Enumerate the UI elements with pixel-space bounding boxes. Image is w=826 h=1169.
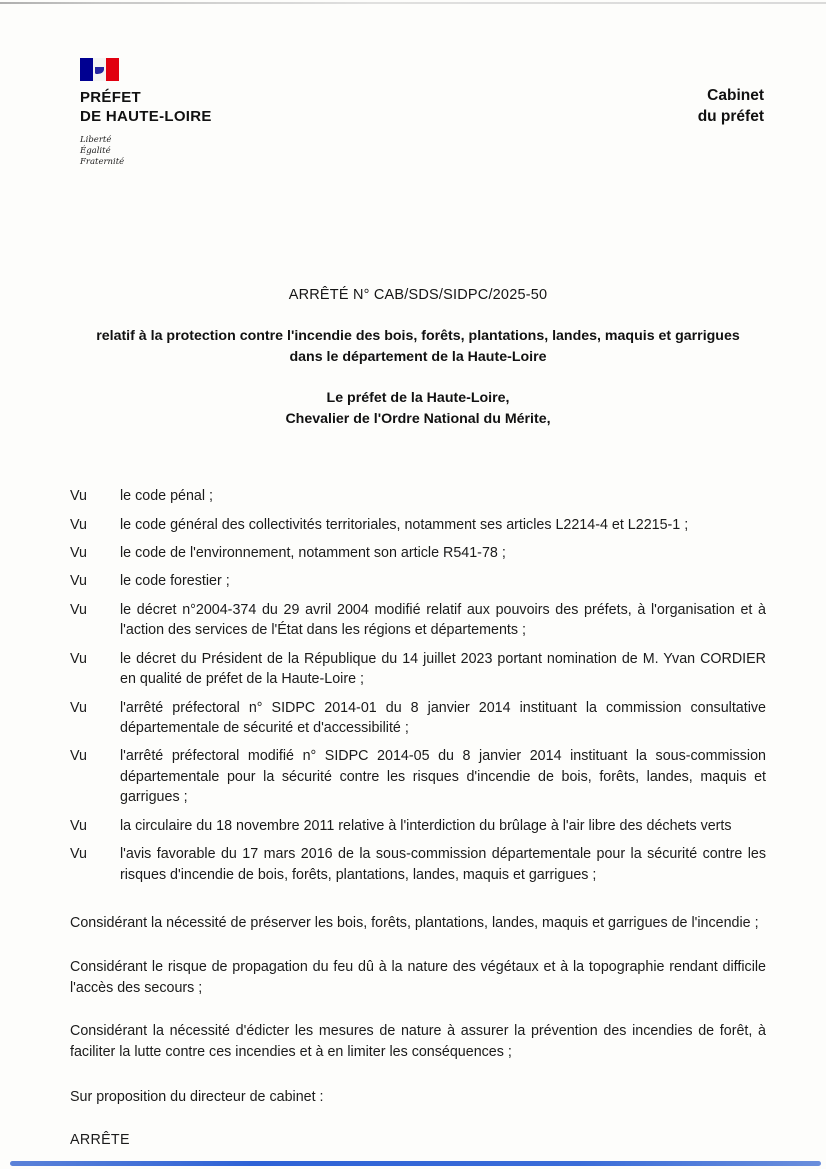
office-line-2: du préfet [697, 107, 764, 125]
vu-item [70, 486, 766, 506]
vu-label: Vu [70, 817, 87, 834]
vu-text: le code général des collectivités territoriales, notamment ses articles L2214-4 et L2215-1 ; [120, 516, 689, 533]
vu-item [70, 543, 766, 563]
vu-text: le décret du Président de la République du 14 juillet 2023 portant nomination de M. Yvan CORDIER en qualité de préfet de la Haute-Loire ; [120, 650, 766, 688]
vu-text: l'arrêté préfectoral n° SIDPC 2014-01 du 8 janvier 2014 instituant la commission consultative départementale de sécurité et d'accessibilité ; [120, 699, 766, 737]
vu-item [70, 816, 766, 836]
vu-item [70, 649, 766, 690]
vu-item [70, 571, 766, 591]
vu-label: Vu [70, 699, 87, 716]
vu-text: la circulaire du 18 novembre 2011 relative à l'interdiction du brûlage à l'air libre des déchets verts [120, 817, 732, 834]
decree-subject [70, 326, 766, 369]
vu-text: le décret n°2004-374 du 29 avril 2004 modifié relatif aux pouvoirs des préfets, à l'organisation et à l'action des services de l'État dans les régions et départements ; [120, 601, 766, 639]
vu-label: Vu [70, 573, 87, 590]
vu-label: Vu [70, 544, 87, 561]
motto-line-fraternite: Fraternité [80, 157, 125, 168]
vu-text: le code forestier ; [120, 573, 230, 590]
vu-label: Vu [70, 601, 87, 618]
scan-artifact-bottom [10, 1161, 821, 1166]
vu-item [70, 600, 766, 641]
issuer-line-2: Chevalier de l'Ordre National du Mérite, [285, 410, 551, 427]
vu-text: l'avis favorable du 17 mars 2016 de la sous-commission départementale pour la sécurité contre les risques d'incendie de bois, forêts, plantations, landes, maquis et garrigues ; [120, 846, 766, 883]
prefecture-logo [80, 58, 212, 169]
document-header [0, 0, 826, 169]
issuer-block [70, 388, 766, 431]
decree-number: ARRÊTÉ N° CAB/SDS/SIDPC/2025-50 [288, 286, 548, 303]
vu-item [70, 844, 766, 885]
logo-title: PRÉFET [80, 89, 141, 106]
scan-artifact-top [0, 2, 826, 4]
vu-item [70, 698, 766, 739]
vu-label: Vu [70, 650, 87, 667]
vu-label: Vu [70, 748, 87, 765]
motto-line-liberte: Liberté [80, 134, 112, 145]
office-line-1: Cabinet [707, 87, 764, 104]
flag-stripe-red [106, 58, 119, 81]
vu-item [70, 515, 766, 535]
vu-text: le code de l'environnement, notamment son article R541-78 ; [120, 544, 506, 561]
issuer-line-1: Le préfet de la Haute-Loire, [326, 389, 510, 406]
document-body [0, 287, 826, 1148]
logo-motto [80, 135, 212, 169]
vu-label: Vu [70, 846, 87, 863]
decree-subject-line-2: dans le département de la Haute-Loire [289, 349, 547, 366]
considerant-paragraph: Considérant la nécessité d'édicter les mesures de nature à assurer la prévention des incendies de forêt, à faciliter la lutte contre ces incendies et à en limiter les conséquences ; [70, 1023, 766, 1060]
considerants-section [70, 913, 766, 1063]
vu-item [70, 746, 766, 807]
flag-stripe-blue [80, 58, 93, 81]
flag-stripe-white [93, 58, 106, 81]
considerant-paragraph: Considérant le risque de propagation du feu dû à la nature des végétaux et à la topographie rendant difficile l'accès des secours ; [70, 958, 766, 996]
considerant-paragraph: Considérant la nécessité de préserver les bois, forêts, plantations, landes, maquis et garrigues de l'incendie ; [70, 915, 759, 932]
office-block [698, 58, 764, 128]
logo-region: DE HAUTE-LOIRE [80, 107, 212, 125]
vu-label: Vu [70, 488, 87, 505]
proposition-line: Sur proposition du directeur de cabinet : [70, 1088, 324, 1105]
motto-line-egalite: Égalité [80, 145, 111, 156]
french-flag-icon [80, 58, 119, 81]
vu-list [70, 486, 766, 885]
vu-text: le code pénal ; [120, 488, 213, 505]
vu-text: l'arrêté préfectoral modifié n° SIDPC 2014-05 du 8 janvier 2014 instituant la sous-commission départementale pour la sécurité contre les risques d'incendie de bois, forêts, landes, maquis et garrigues ; [120, 748, 766, 806]
decision-word: ARRÊTE [70, 1131, 130, 1148]
vu-label: Vu [70, 516, 87, 533]
decree-subject-line-1: relatif à la protection contre l'incendie des bois, forêts, plantations, landes, maquis et garrigues [96, 327, 740, 344]
